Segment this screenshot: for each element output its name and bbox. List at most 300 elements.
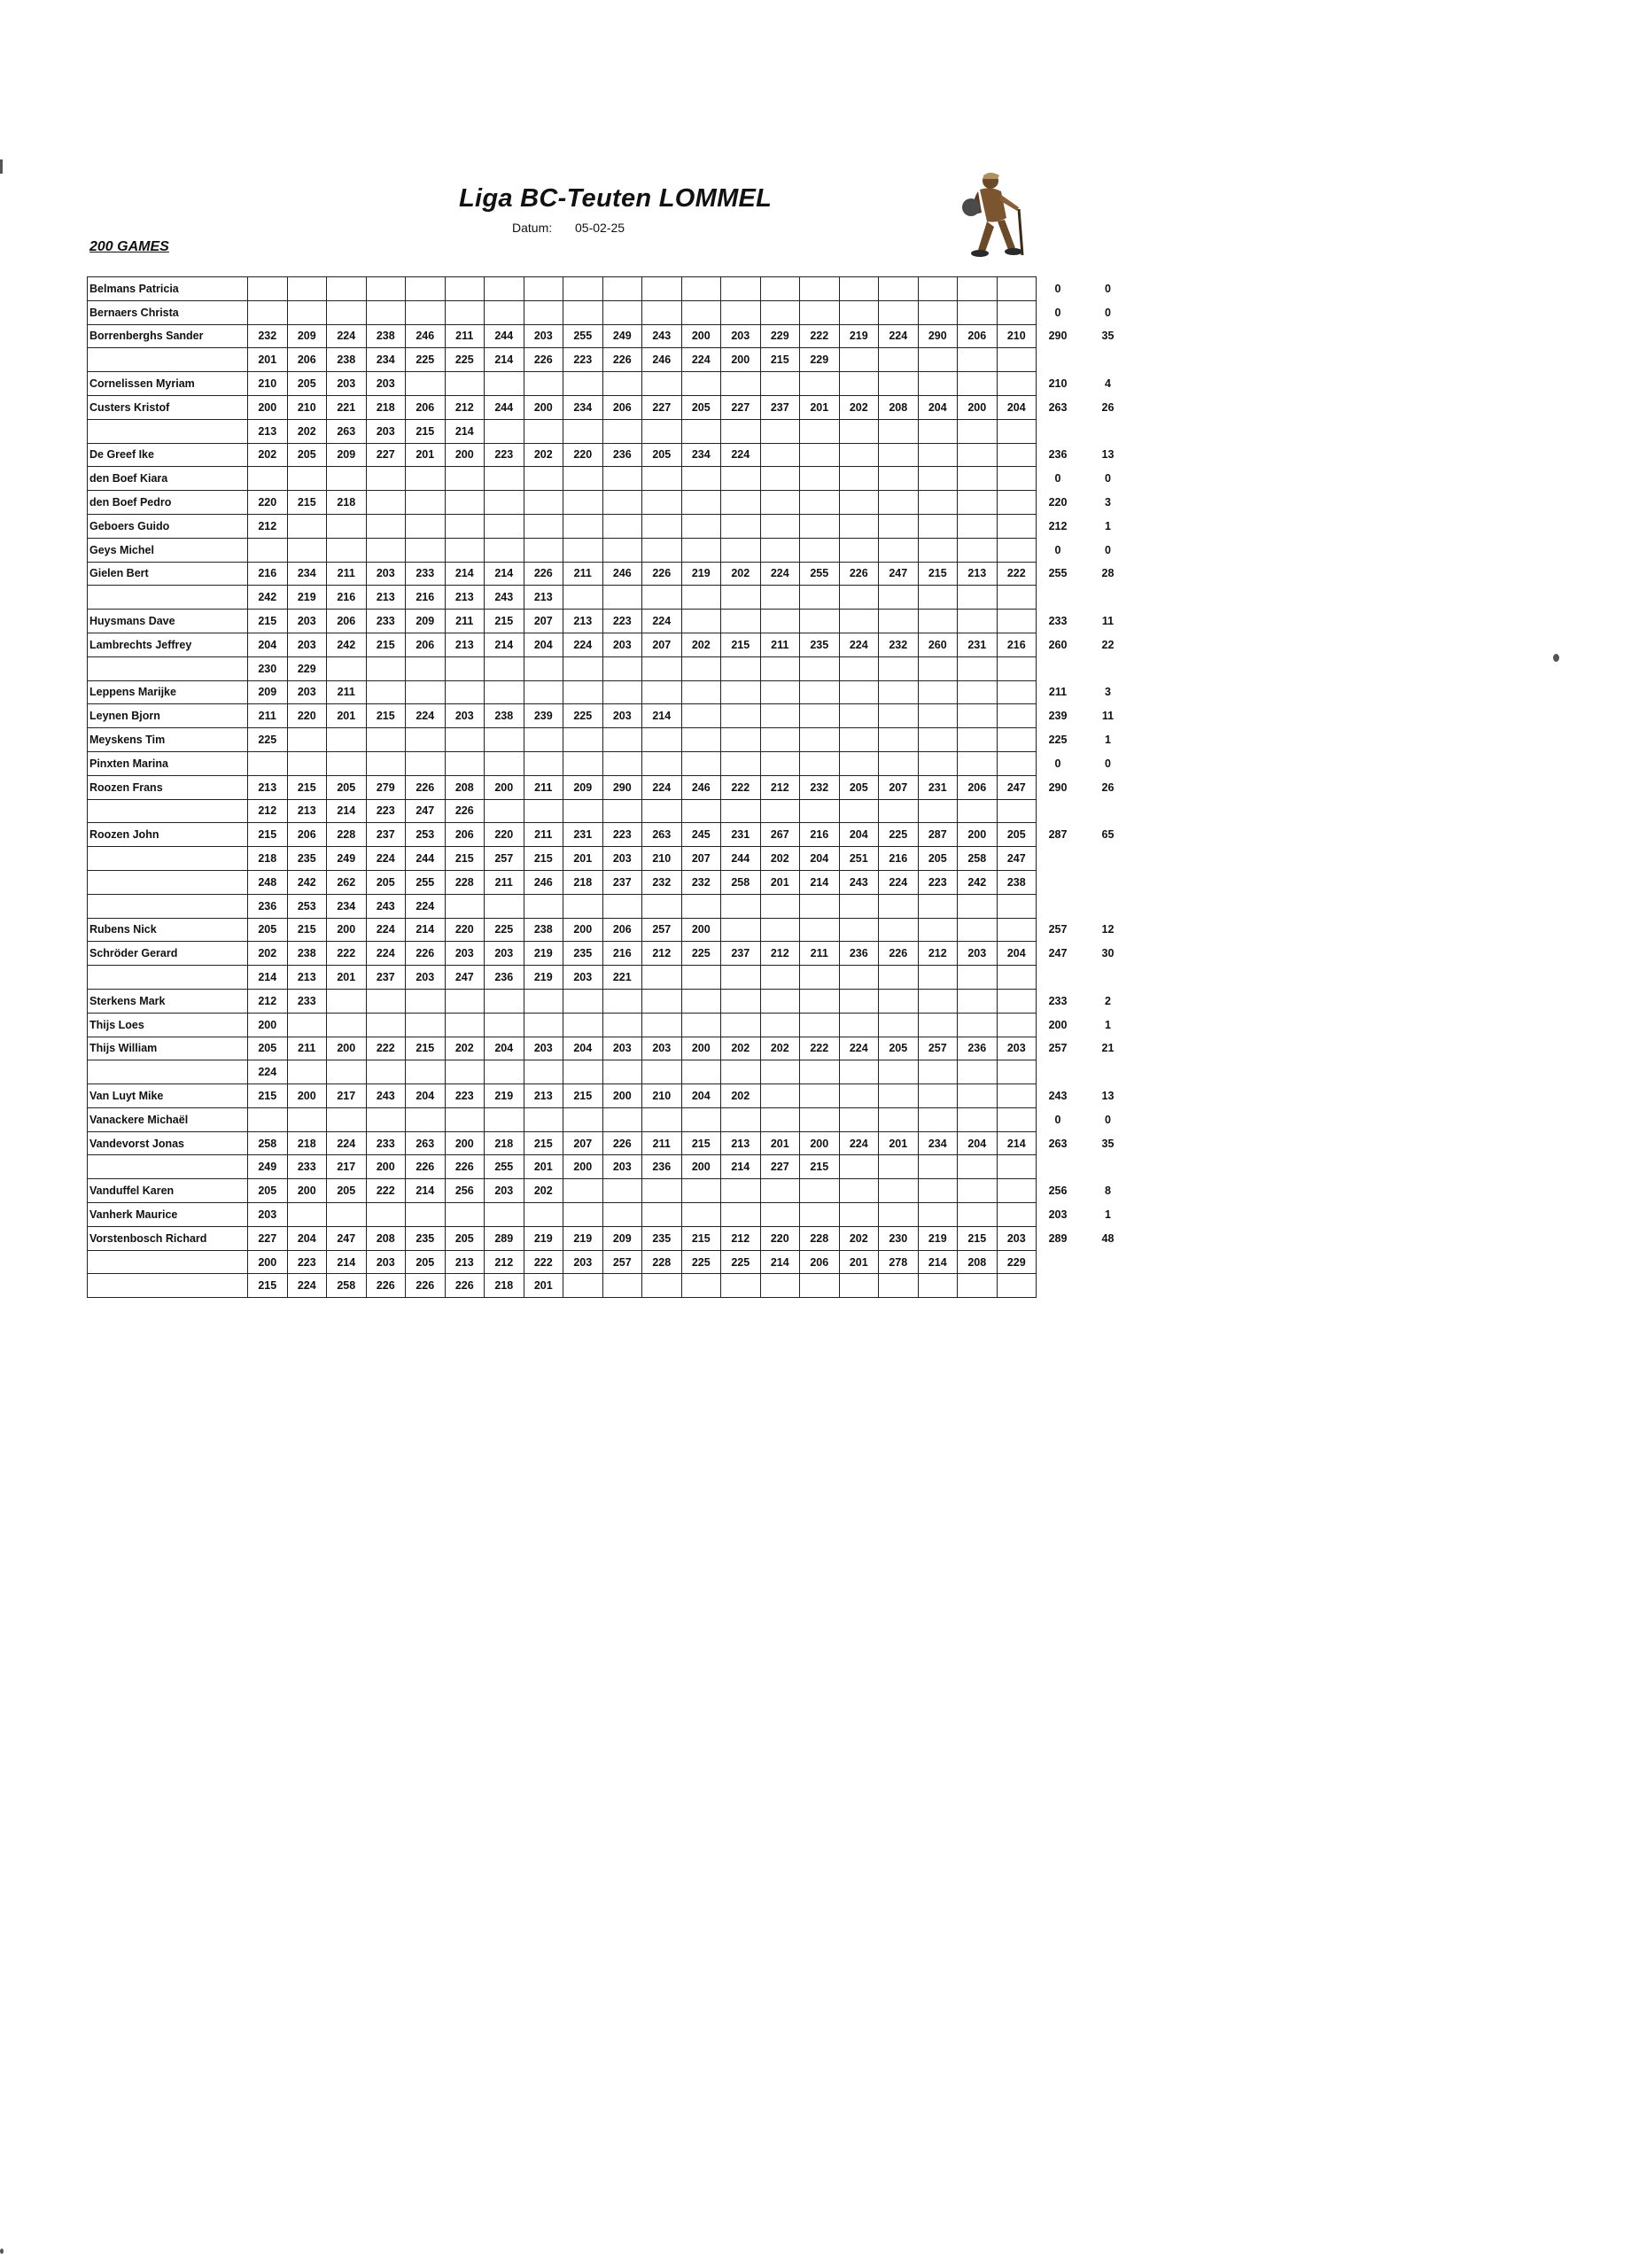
score-cell: 215 — [445, 847, 485, 871]
score-cell — [287, 467, 327, 491]
score-cell — [879, 467, 919, 491]
score-cell: 215 — [681, 1131, 721, 1155]
score-cell — [760, 799, 800, 823]
score-cell — [760, 372, 800, 396]
score-cell: 215 — [287, 491, 327, 515]
score-cell: 201 — [248, 348, 288, 372]
score-cell: 200 — [287, 1084, 327, 1108]
score-cell — [839, 751, 879, 775]
score-cell — [602, 277, 642, 301]
score-cell: 222 — [997, 562, 1037, 586]
score-cell: 224 — [760, 562, 800, 586]
score-cell — [800, 680, 840, 704]
score-cell — [406, 656, 446, 680]
score-cell: 202 — [721, 1084, 761, 1108]
score-cell — [839, 586, 879, 610]
score-cell — [563, 372, 603, 396]
score-cell — [681, 894, 721, 918]
score-cell — [721, 1107, 761, 1131]
score-cell — [958, 1155, 998, 1179]
player-name: Roozen John — [88, 823, 248, 847]
score-cell: 212 — [721, 1226, 761, 1250]
score-cell: 215 — [760, 348, 800, 372]
score-cell — [563, 989, 603, 1013]
high-score: 290 — [1048, 781, 1068, 794]
score-cell: 237 — [760, 395, 800, 419]
score-cell: 218 — [563, 870, 603, 894]
score-cell — [839, 1060, 879, 1084]
score-cell: 237 — [602, 870, 642, 894]
score-cell — [721, 1013, 761, 1037]
score-cell — [681, 538, 721, 562]
score-cell: 255 — [563, 324, 603, 348]
score-cell: 224 — [681, 348, 721, 372]
score-cell: 223 — [563, 348, 603, 372]
score-cell: 214 — [327, 1250, 367, 1274]
score-cell — [406, 300, 446, 324]
score-cell: 222 — [524, 1250, 563, 1274]
score-cell — [839, 656, 879, 680]
score-cell — [839, 419, 879, 443]
score-cell: 260 — [918, 633, 958, 656]
score-cell — [918, 277, 958, 301]
score-cell — [997, 1155, 1037, 1179]
score-cell — [642, 277, 682, 301]
score-cell — [524, 491, 563, 515]
score-cell — [918, 966, 958, 990]
score-cell — [642, 966, 682, 990]
score-cell — [958, 467, 998, 491]
score-cell: 214 — [800, 870, 840, 894]
score-cell — [681, 372, 721, 396]
score-cell — [800, 1107, 840, 1131]
score-cell: 205 — [879, 1037, 919, 1060]
score-cell: 200 — [681, 1037, 721, 1060]
score-cell: 225 — [445, 348, 485, 372]
game-count: 4 — [1105, 377, 1111, 391]
score-cell — [997, 300, 1037, 324]
score-cell — [839, 918, 879, 942]
score-cell: 203 — [602, 704, 642, 728]
score-cell — [485, 728, 524, 752]
score-cell — [681, 728, 721, 752]
score-cell — [879, 538, 919, 562]
score-cell — [997, 419, 1037, 443]
score-cell: 226 — [602, 1131, 642, 1155]
score-cell — [406, 1060, 446, 1084]
score-cell: 227 — [721, 395, 761, 419]
score-cell: 204 — [406, 1084, 446, 1108]
score-cell — [602, 419, 642, 443]
score-cell: 202 — [760, 1037, 800, 1060]
score-cell — [406, 989, 446, 1013]
score-cell — [721, 894, 761, 918]
score-cell — [760, 586, 800, 610]
score-cell: 232 — [248, 324, 288, 348]
high-score: 200 — [1048, 1018, 1068, 1031]
score-cell — [958, 799, 998, 823]
player-name — [88, 1155, 248, 1179]
score-cell — [602, 467, 642, 491]
score-cell — [563, 728, 603, 752]
scan-speck — [1553, 654, 1559, 662]
score-cell — [997, 514, 1037, 538]
score-cell — [485, 419, 524, 443]
score-cell — [366, 1060, 406, 1084]
score-cell: 206 — [287, 348, 327, 372]
score-cell: 212 — [445, 395, 485, 419]
score-cell: 216 — [800, 823, 840, 847]
score-cell: 249 — [327, 847, 367, 871]
score-cell — [485, 1107, 524, 1131]
score-cell: 220 — [287, 704, 327, 728]
score-cell — [879, 1013, 919, 1037]
score-cell: 208 — [958, 1250, 998, 1274]
score-cell: 211 — [485, 870, 524, 894]
score-cell — [642, 728, 682, 752]
score-cell: 267 — [760, 823, 800, 847]
score-cell: 224 — [642, 775, 682, 799]
score-cell: 203 — [602, 633, 642, 656]
score-cell: 213 — [445, 586, 485, 610]
score-cell: 232 — [800, 775, 840, 799]
score-cell — [602, 1203, 642, 1227]
score-cell: 210 — [997, 324, 1037, 348]
score-cell — [958, 680, 998, 704]
score-cell: 214 — [918, 1250, 958, 1274]
player-name: Roozen Frans — [88, 775, 248, 799]
high-score — [1037, 870, 1080, 894]
score-cell: 226 — [445, 1155, 485, 1179]
score-cell — [997, 680, 1037, 704]
high-score: 260 — [1048, 638, 1068, 651]
score-cell: 203 — [366, 419, 406, 443]
score-cell: 216 — [879, 847, 919, 871]
game-count: 2 — [1105, 994, 1111, 1007]
score-cell — [760, 1179, 800, 1203]
score-cell — [839, 704, 879, 728]
score-cell: 253 — [406, 823, 446, 847]
score-cell — [997, 610, 1037, 633]
score-cell: 226 — [524, 562, 563, 586]
table-row — [88, 1179, 1137, 1203]
score-cell — [287, 300, 327, 324]
score-cell: 243 — [485, 586, 524, 610]
score-cell: 246 — [602, 562, 642, 586]
score-cell: 211 — [524, 775, 563, 799]
score-cell: 242 — [248, 586, 288, 610]
score-cell — [997, 348, 1037, 372]
score-cell — [602, 1107, 642, 1131]
score-cell — [327, 467, 367, 491]
score-cell — [839, 491, 879, 515]
score-cell: 203 — [366, 1250, 406, 1274]
score-cell: 200 — [366, 1155, 406, 1179]
table-row — [88, 823, 1137, 847]
table-row — [88, 1037, 1137, 1060]
score-cell: 214 — [721, 1155, 761, 1179]
score-cell: 227 — [248, 1226, 288, 1250]
score-cell: 223 — [918, 870, 958, 894]
score-cell — [879, 300, 919, 324]
table-row — [88, 751, 1137, 775]
score-cell: 222 — [721, 775, 761, 799]
score-cell — [406, 538, 446, 562]
score-cell — [248, 1107, 288, 1131]
score-cell: 226 — [445, 1274, 485, 1298]
score-cell — [997, 704, 1037, 728]
score-cell: 204 — [918, 395, 958, 419]
score-cell — [445, 1013, 485, 1037]
score-cell: 222 — [800, 324, 840, 348]
score-cell: 232 — [879, 633, 919, 656]
score-cell: 215 — [366, 704, 406, 728]
score-cell: 258 — [327, 1274, 367, 1298]
score-cell: 215 — [800, 1155, 840, 1179]
player-name: Cornelissen Myriam — [88, 372, 248, 396]
game-count: 26 — [1101, 400, 1115, 414]
score-cell: 200 — [681, 324, 721, 348]
score-cell — [918, 467, 958, 491]
table-row — [88, 680, 1137, 704]
high-score: 212 — [1048, 519, 1068, 532]
score-cell: 246 — [681, 775, 721, 799]
score-cell: 224 — [287, 1274, 327, 1298]
score-cell — [918, 348, 958, 372]
score-cell: 201 — [406, 443, 446, 467]
score-cell — [602, 751, 642, 775]
score-cell — [406, 751, 446, 775]
score-cell — [485, 372, 524, 396]
score-cell: 205 — [248, 1037, 288, 1060]
table-row — [88, 538, 1137, 562]
score-cell: 279 — [366, 775, 406, 799]
score-cell — [879, 491, 919, 515]
table-row — [88, 989, 1137, 1013]
score-cell: 203 — [445, 942, 485, 966]
score-cell: 236 — [642, 1155, 682, 1179]
score-cell: 210 — [248, 372, 288, 396]
score-cell — [681, 704, 721, 728]
score-cell: 226 — [642, 562, 682, 586]
score-cell — [918, 1179, 958, 1203]
score-cell — [721, 656, 761, 680]
score-cell — [760, 656, 800, 680]
score-cell — [800, 491, 840, 515]
score-cell: 224 — [406, 704, 446, 728]
game-count — [1080, 586, 1137, 610]
score-cell: 200 — [445, 443, 485, 467]
score-cell: 238 — [524, 918, 563, 942]
score-cell: 201 — [760, 1131, 800, 1155]
game-count — [1080, 348, 1137, 372]
score-cell: 219 — [524, 966, 563, 990]
game-count: 0 — [1105, 282, 1111, 295]
score-cell: 235 — [287, 847, 327, 871]
score-cell: 209 — [248, 680, 288, 704]
score-cell: 255 — [800, 562, 840, 586]
score-cell — [839, 1107, 879, 1131]
high-score: 220 — [1048, 496, 1068, 509]
table-row — [88, 966, 1137, 990]
score-cell — [721, 1274, 761, 1298]
score-cell: 215 — [248, 823, 288, 847]
score-cell: 209 — [406, 610, 446, 633]
score-cell — [287, 1060, 327, 1084]
score-cell: 203 — [366, 562, 406, 586]
score-cell — [681, 989, 721, 1013]
game-count: 65 — [1101, 828, 1115, 842]
score-cell — [366, 1107, 406, 1131]
score-cell: 247 — [406, 799, 446, 823]
score-cell: 203 — [563, 1250, 603, 1274]
high-score — [1037, 1155, 1080, 1179]
score-cell: 215 — [406, 1037, 446, 1060]
score-cell — [958, 1203, 998, 1227]
score-cell: 221 — [602, 966, 642, 990]
score-cell — [524, 728, 563, 752]
score-cell: 202 — [839, 1226, 879, 1250]
score-cell — [997, 894, 1037, 918]
score-cell — [800, 894, 840, 918]
score-cell: 227 — [642, 395, 682, 419]
table-row — [88, 1013, 1137, 1037]
high-score: 0 — [1054, 306, 1061, 319]
game-count — [1080, 894, 1137, 918]
score-cell — [839, 372, 879, 396]
score-cell — [958, 514, 998, 538]
score-cell: 220 — [485, 823, 524, 847]
score-cell — [760, 1274, 800, 1298]
game-count — [1080, 419, 1137, 443]
score-cell: 219 — [287, 586, 327, 610]
player-name — [88, 799, 248, 823]
score-cell: 243 — [366, 1084, 406, 1108]
score-cell: 235 — [800, 633, 840, 656]
score-cell: 200 — [563, 918, 603, 942]
score-cell: 224 — [879, 870, 919, 894]
score-cell — [997, 751, 1037, 775]
score-cell: 213 — [445, 633, 485, 656]
score-cell: 233 — [406, 562, 446, 586]
score-cell: 201 — [524, 1274, 563, 1298]
high-score — [1037, 1274, 1080, 1298]
game-count — [1080, 799, 1137, 823]
score-cell — [642, 656, 682, 680]
scan-speck — [0, 159, 3, 174]
score-cell — [879, 704, 919, 728]
section-heading: 200 GAMES — [89, 239, 169, 254]
score-cell — [800, 300, 840, 324]
score-cell: 226 — [366, 1274, 406, 1298]
game-count — [1080, 847, 1137, 871]
score-cell: 216 — [248, 562, 288, 586]
score-cell — [248, 467, 288, 491]
score-cell — [958, 372, 998, 396]
score-cell: 238 — [287, 942, 327, 966]
score-cell: 205 — [997, 823, 1037, 847]
table-row — [88, 1155, 1137, 1179]
score-cell — [681, 1274, 721, 1298]
score-cell: 206 — [602, 918, 642, 942]
score-cell — [721, 491, 761, 515]
score-cell — [602, 989, 642, 1013]
score-cell — [721, 1203, 761, 1227]
score-cell — [681, 680, 721, 704]
score-cell — [406, 1013, 446, 1037]
score-cell — [918, 300, 958, 324]
score-cell: 201 — [524, 1155, 563, 1179]
score-cell: 230 — [879, 1226, 919, 1250]
score-cell — [997, 491, 1037, 515]
score-cell: 202 — [839, 395, 879, 419]
game-count: 0 — [1105, 1113, 1111, 1126]
score-cell — [721, 300, 761, 324]
score-cell: 257 — [602, 1250, 642, 1274]
high-score: 257 — [1048, 1042, 1068, 1055]
table-row — [88, 467, 1137, 491]
score-cell: 212 — [760, 775, 800, 799]
score-cell — [839, 443, 879, 467]
score-cell — [524, 1107, 563, 1131]
score-cell — [524, 894, 563, 918]
score-cell — [918, 656, 958, 680]
score-cell: 200 — [485, 775, 524, 799]
high-score — [1037, 894, 1080, 918]
scan-speck — [0, 2249, 4, 2254]
score-cell — [997, 1107, 1037, 1131]
score-cell: 203 — [327, 372, 367, 396]
score-cell: 203 — [287, 680, 327, 704]
date-label: Datum: — [512, 221, 553, 235]
score-cell: 218 — [366, 395, 406, 419]
high-score: 239 — [1048, 710, 1068, 723]
score-cell — [681, 277, 721, 301]
score-cell: 224 — [327, 1131, 367, 1155]
high-score: 0 — [1054, 282, 1061, 295]
player-name: Meyskens Tim — [88, 728, 248, 752]
score-cell — [958, 443, 998, 467]
score-cell: 237 — [366, 823, 406, 847]
score-cell: 236 — [958, 1037, 998, 1060]
score-cell: 247 — [327, 1226, 367, 1250]
score-cell — [327, 514, 367, 538]
game-count: 13 — [1101, 448, 1115, 462]
score-cell: 232 — [681, 870, 721, 894]
score-cell — [918, 799, 958, 823]
player-name: Rubens Nick — [88, 918, 248, 942]
score-cell — [879, 966, 919, 990]
score-cell: 224 — [327, 324, 367, 348]
score-cell — [327, 1013, 367, 1037]
table-row — [88, 491, 1137, 515]
score-cell: 222 — [366, 1037, 406, 1060]
score-cell — [839, 1179, 879, 1203]
score-cell — [602, 372, 642, 396]
score-cell — [958, 277, 998, 301]
score-cell — [524, 751, 563, 775]
score-cell: 207 — [642, 633, 682, 656]
score-cell — [563, 1060, 603, 1084]
score-cell: 219 — [485, 1084, 524, 1108]
score-cell: 243 — [839, 870, 879, 894]
score-cell: 215 — [958, 1226, 998, 1250]
score-cell: 215 — [721, 633, 761, 656]
score-cell: 220 — [445, 918, 485, 942]
score-cell: 218 — [485, 1274, 524, 1298]
date-line — [512, 221, 625, 235]
table-row — [88, 1131, 1137, 1155]
